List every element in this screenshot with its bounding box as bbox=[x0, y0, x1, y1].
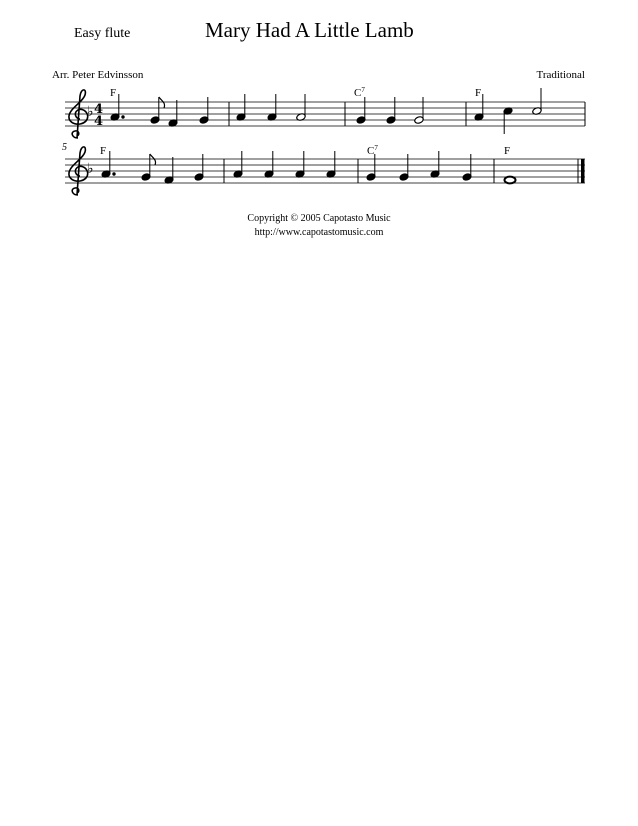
chord-symbol: F bbox=[475, 87, 482, 99]
flat-key-signature-icon: ♭ bbox=[87, 104, 94, 120]
chord-symbol: F bbox=[504, 145, 511, 157]
chord-symbol: $C^7$ bbox=[354, 86, 365, 99]
flat-key-signature-icon: ♭ bbox=[87, 161, 94, 177]
chord-symbol: $C^7$ bbox=[367, 144, 378, 157]
song-title: Mary Had A Little Lamb bbox=[205, 18, 414, 42]
chord-symbol: F bbox=[100, 145, 107, 157]
arranger-credit: Arr. Peter Edvinsson bbox=[52, 69, 144, 81]
svg-text:4: 4 bbox=[94, 102, 104, 117]
copyright-text: Copyright © 2005 Capotasto Music bbox=[247, 213, 391, 224]
website-link[interactable]: http://www.capotastomusic.com bbox=[254, 227, 384, 238]
copyright-notice bbox=[0, 212, 638, 240]
measure-number: 5 bbox=[62, 142, 67, 153]
chord-symbol: F bbox=[110, 87, 117, 99]
composer-credit: Traditional bbox=[536, 69, 585, 81]
svg-text:4: 4 bbox=[94, 114, 104, 129]
notes-system-2 bbox=[101, 151, 515, 184]
instrument-label: Easy flute bbox=[74, 26, 131, 41]
final-barline bbox=[581, 159, 585, 183]
time-signature bbox=[94, 102, 103, 129]
